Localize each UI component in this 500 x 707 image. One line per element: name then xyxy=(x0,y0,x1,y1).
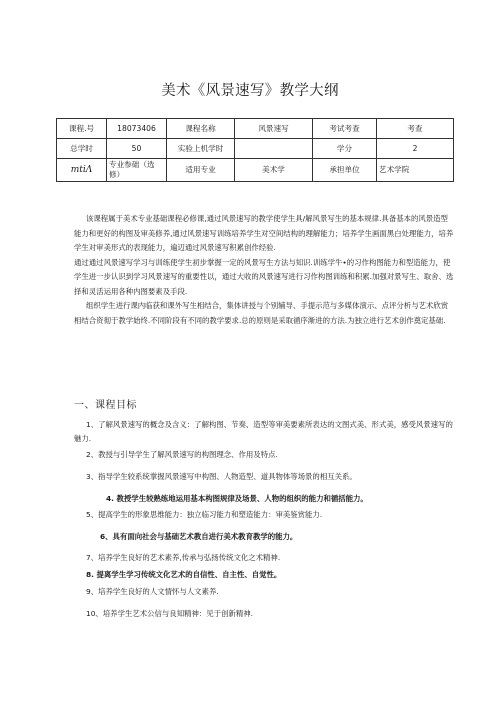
table-cell: 承担单位 xyxy=(313,159,377,182)
table-row xyxy=(57,159,454,182)
table-cell: 课程.号 xyxy=(57,119,107,139)
list-item: 9、培养学生良好的人文情怀与人文素养. xyxy=(86,587,219,596)
table-cell: 课程名称 xyxy=(167,119,235,139)
intro-paragraph: 组织学生进行课内临获和课外写生相结合，集体讲授与个别辅导、手提示范与多媒体演示、点评分析与艺术欣赏相结合资彻于教学始终.不同阶段有不同的教学要求.总的原则是采取循序渐进的方法.为独立进行艺术创作奠定基础. xyxy=(74,301,449,325)
table-cell: 18073406 xyxy=(107,119,167,139)
list-item: 5、提高学生的形象思维能力：独立临习能力和塑造能力：审美鉴赏能力. xyxy=(86,510,323,519)
table-cell: 总学时 xyxy=(57,139,107,159)
list-item: 10、培养学生艺术公信与良知精神：见于创新精神. xyxy=(86,609,253,618)
document-title: 美术《风景速写》教学大纲 xyxy=(161,83,339,99)
list-item: 4. 教授学生较熟练地运用基本构图规律及场景、人物的组织的能力和循括能力。 xyxy=(106,494,368,503)
table-cell: 50 xyxy=(107,139,167,159)
table-cell: 专业参础（选修） xyxy=(107,159,167,182)
course-info-table xyxy=(56,118,454,182)
table-cell xyxy=(235,139,313,159)
table-cell: 风景速写 xyxy=(235,119,313,139)
table-cell: 考试考查 xyxy=(313,119,377,139)
table-cell: 艺术学院 xyxy=(377,159,454,182)
table-cell: 美术学 xyxy=(235,159,313,182)
list-item: 6、具有面向社会与基础艺术教自进行美术教育教学的能力。 xyxy=(100,532,298,541)
course-description xyxy=(74,212,454,328)
table-row xyxy=(57,139,454,159)
table-cell: 适用专业 xyxy=(167,159,235,182)
intro-paragraph: 该课程属于美术专业基础课程必修课,通过风景速写的教学使学生具/解风景写生的基本规律.具备基本的风景造型能力和更好的构图及审美修养,通过风景速写训练培养学生对空间结构的理解能力；培养学生画面黑白处理能力，培养学生对审美形式的表现能力，遍辺通过风景速写积累创作经验. xyxy=(74,214,454,252)
table-cell: 实验上机学时 xyxy=(167,139,235,159)
section-heading: 一、课程目标 xyxy=(74,400,137,411)
list-item: 8. 提离学生学习传统文化艺术的自信性、自主性、自觉性。 xyxy=(86,570,282,579)
list-item: 7、培养学生良好的艺术素养,传承与弘扬传统文化之术精神. xyxy=(86,553,281,562)
intro-paragraph: 通过通过风景速写学习与训练使学生初步掌握一定的风景写生方法与知识.训练学牛•的习作构图能力和型造能力，使学生进一步认识到学习风景速写的重要性以，通过大收的风景速写进行习作构图训练和积累.加强对景写生、取舍、选择和灵活运用各种内图要素及手段. xyxy=(74,257,454,296)
list-item: 2、教授与引导学生了解风景速写的构图理念、作用及特点. xyxy=(86,450,278,459)
table-cell: mtiΛ xyxy=(57,159,107,182)
list-item: 3、指导学生较系统掌握风景速写中构图、人物造型、道具物体等场景的相互关系。 xyxy=(86,472,357,481)
table-row xyxy=(57,119,454,139)
table-cell: 2 xyxy=(377,139,454,159)
table-cell: 考查 xyxy=(377,119,454,139)
list-item: 1、了解风景速写的概念及含义：了解构图、节奏、造型等审美要素所表达的文图式美、形式美，感受风景速写的魅力. xyxy=(74,420,453,443)
table-cell: 学分 xyxy=(313,139,377,159)
